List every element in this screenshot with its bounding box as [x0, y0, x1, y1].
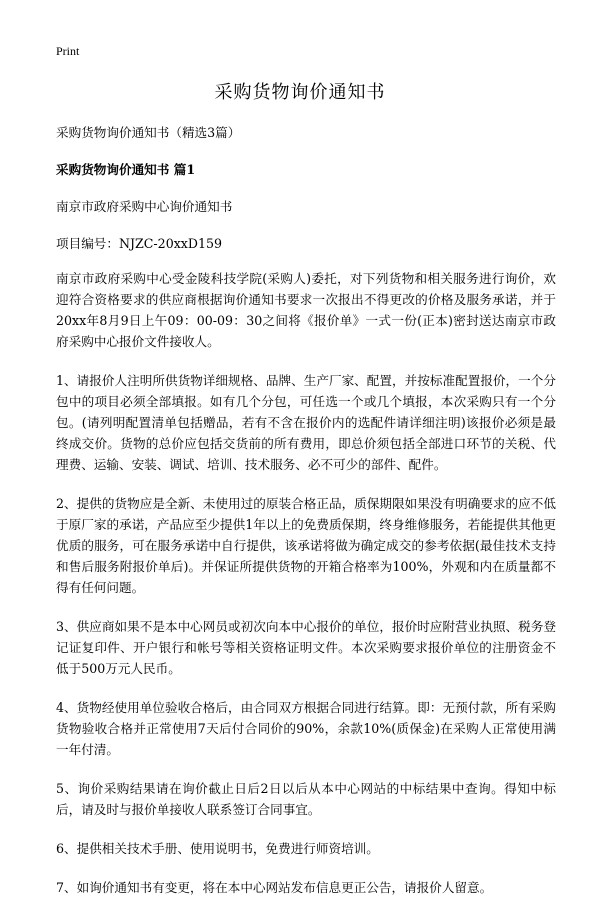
item-paragraph-7: 7、如询价通知书有变更，将在本中心网站发布信息更正公告，请报价人留意。 [56, 880, 493, 895]
intro-paragraph: 南京市政府采购中心受金陵科技学院(采购人)委托，对下列货物和相关服务进行询价，欢迎符合资格要求的供应商根据询价通知书要求一次报出不得更改的价格及服务承诺，并于20xx年8月9日上午09：00-09：30之间将《报价单》一式一份(正本)密封送达南京市政府采购中心报价文件接收人。 [56, 271, 556, 349]
part-heading: 采购货物询价通知书 篇1 [56, 162, 196, 177]
item-paragraph-3: 3、供应商如果不是本中心网员或初次向本中心报价的单位，报价时应附营业执照、税务登记证复印件、开户银行和帐号等相关资格证明文件。本次采购要求报价单位的注册资金不低于500万元人民币。 [56, 619, 556, 676]
document-title: 采购货物询价通知书 [214, 82, 386, 103]
item-paragraph-4: 4、货物经使用单位验收合格后，由合同双方根据合同进行结算。即：无预付款，所有采购货物验收合格并正常使用7天后付合同价的90%，余款10%(质保金)在采购人正常使用满一年付清。 [56, 700, 556, 757]
organization-name: 南京市政府采购中心询价通知书 [56, 199, 233, 214]
project-number: 项目编号：NJZC-20xxD159 [56, 236, 223, 251]
item-paragraph-2: 2、提供的货物应是全新、未使用过的原装合格正品，质保期限如果没有明确要求的应不低于原厂家的承诺，产品应至少提供1年以上的免费质保期，终身维修服务，若能提供其他更优质的服务，可在服务承诺中自行提供，该承诺将做为确定成交的参考依据(最佳技术支持和售后服务附报价单后)。并保证所提供货物的开箱合格率为100%，外观和内在质量都不得有任何问题。 [56, 496, 556, 595]
item-paragraph-1: 1、请报价人注明所供货物详细规格、品牌、生产厂家、配置，并按标准配置报价，一个分包中的项目必须全部填报。如有几个分包，可任选一个或几个填报，本次采购只有一个分包。(请列明配置清单包括赠品，若有不含在报价内的选配件请详细注明)该报价必须是最终成交价。货物的总价应包括交货前的所有费用，即总价须包括全部进口环节的关税、代理费、运输、安装、调试、培训、技术服务、必不可少的部件、配件。 [56, 373, 556, 472]
document-subtitle: 采购货物询价通知书（精选3篇） [56, 125, 241, 140]
item-paragraph-6: 6、提供相关技术手册、使用说明书，免费进行师资培训。 [56, 841, 379, 856]
item-paragraph-5: 5、询价采购结果请在询价截止日后2日以后从本中心网站的中标结果中查询。得知中标后，请及时与报价单接收人联系签订合同事宜。 [56, 781, 556, 817]
document-body [56, 122, 556, 916]
print-link[interactable]: Print [56, 44, 80, 58]
